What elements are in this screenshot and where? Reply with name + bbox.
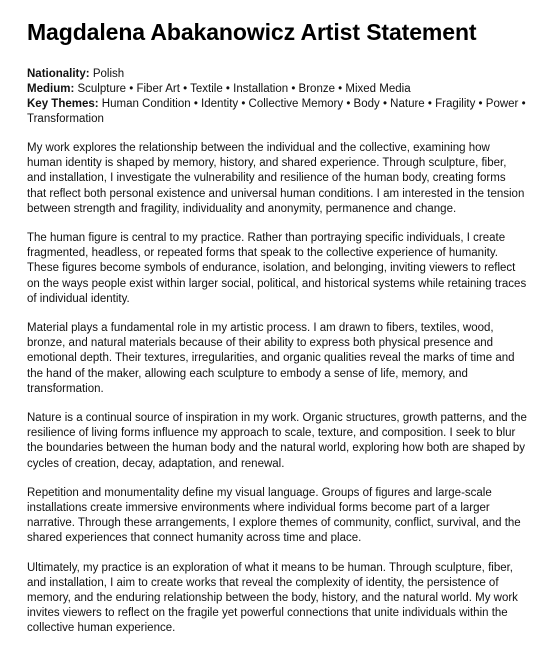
meta-nationality xyxy=(27,67,528,82)
meta-medium-value: Sculpture • Fiber Art • Textile • Installation • Bronze • Mixed Media xyxy=(74,83,411,95)
statement-paragraph-3: Material plays a fundamental role in my artistic process. I am drawn to fibers, textiles, wood, bronze, and natural materials because of their ability to express both physical presence and emotional depth. Their textures, irregularities, and organic qualities reveal the marks of time and the hand of the maker, allowing each sculpture to embody a sense of life, memory, and transformation. xyxy=(27,322,515,395)
meta-medium xyxy=(27,82,528,97)
meta-medium-label: Medium: xyxy=(27,83,75,95)
statement-paragraph-2: The human figure is central to my practice. Rather than portraying specific individuals, I create fragmented, headless, or repeated forms that speak to the collective experience of humanity. These figures become symbols of endurance, isolation, and belonging, inviting viewers to reflect on the ways people exist within larger social, political, and historical systems while retaining traces of individual identity. xyxy=(27,232,527,305)
statement-paragraph-4: Nature is a continual source of inspiration in my work. Organic structures, growth patterns, and the resilience of living forms influence my approach to scale, texture, and composition. I seek to blur the boundaries between the human body and the natural world, exploring how both are shaped by cycles of creation, decay, adaptation, and renewal. xyxy=(27,412,527,470)
statement-paragraph-5: Repetition and monumentality define my visual language. Groups of figures and large-scale installations create immersive environments where individual forms become part of a larger narrative. Through these arrangements, I explore themes of community, conflict, survival, and the shared experiences that connect humanity across time and place. xyxy=(27,486,521,545)
statement-paragraph-6: Ultimately, my practice is an exploration of what it means to be human. Through sculpture, fiber, and installation, I aim to create works that reveal the complexity of identity, the persistence of memory, and the enduring relationship between the body, history, and the natural world. My work invites viewers to reflect on the fragile yet powerful connections that unite individuals within the collective human experience. xyxy=(27,561,518,635)
meta-key-themes-value: Human Condition • Identity • Collective Memory • Body • Nature • Fragility • Power • Transformation xyxy=(27,98,526,125)
meta-nationality-label: Nationality: xyxy=(27,68,90,80)
meta-key-themes-label: Key Themes: xyxy=(27,98,99,110)
page-title: Magdalena Abakanowicz Artist Statement xyxy=(27,19,477,45)
statement-paragraph-1: My work explores the relationship between the individual and the collective, examining how human identity is shaped by memory, history, and shared experience. Through sculpture, fiber, and installation, I investigate the vulnerability and resilience of the human body, creating forms that reflect both personal existence and universal human conditions. I am interested in the tension between strength and fragility, individuality and anonymity, permanence and change. xyxy=(27,142,525,215)
artist-metadata xyxy=(27,67,528,127)
meta-key-themes xyxy=(27,97,528,127)
meta-nationality-value: Polish xyxy=(89,68,125,80)
